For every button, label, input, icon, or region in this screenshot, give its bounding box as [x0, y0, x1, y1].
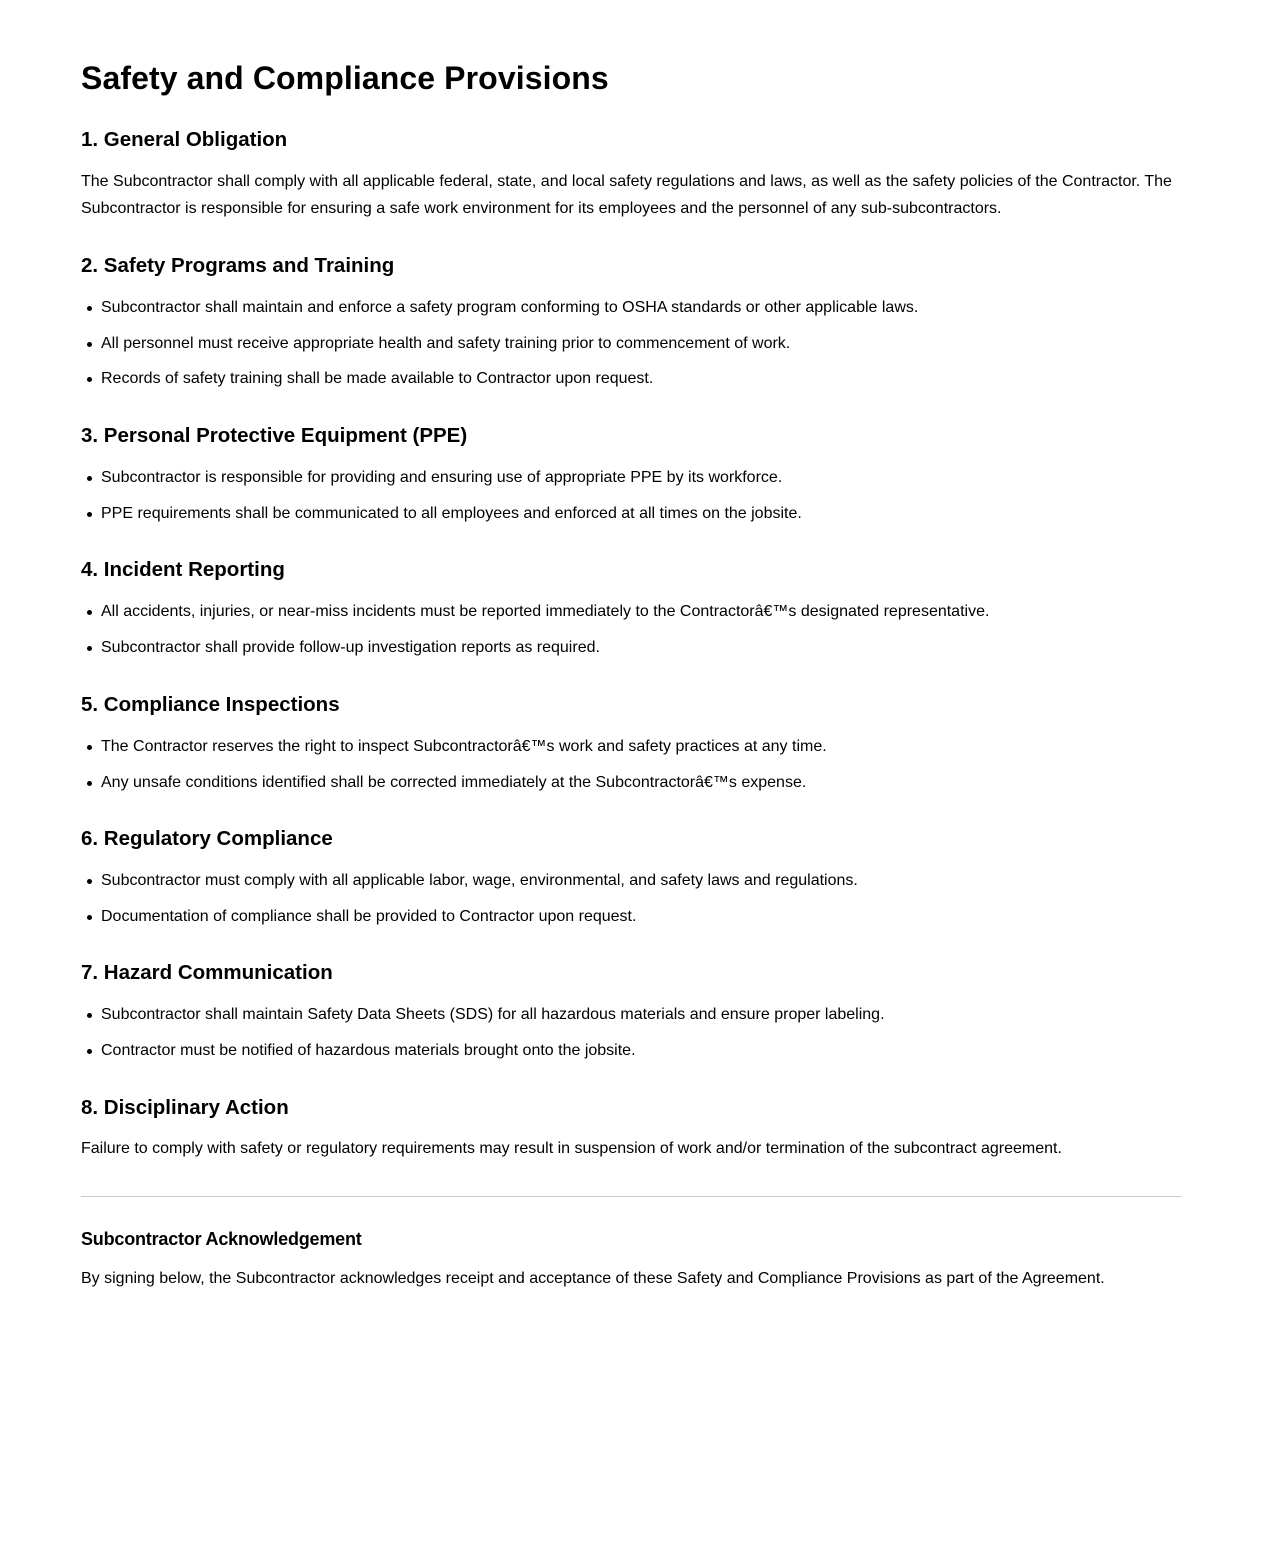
list-item: Records of safety training shall be made available to Contractor upon request.	[101, 368, 1182, 390]
list-item: All accidents, injuries, or near-miss incidents must be reported immediately to the Contractorâ€™s designated representative.	[101, 601, 1182, 623]
document	[81, 0, 1182, 1287]
list-item: Subcontractor shall maintain Safety Data Sheets (SDS) for all hazardous materials and ensure proper labeling.	[101, 1004, 1182, 1026]
section-heading: 2. Safety Programs and Training	[81, 254, 395, 277]
section-heading: 3. Personal Protective Equipment (PPE)	[81, 424, 468, 447]
page-title: Safety and Compliance Provisions	[81, 60, 609, 96]
list-item: Subcontractor must comply with all applicable labor, wage, environmental, and safety laws and regulations.	[101, 870, 1182, 892]
section-heading: 5. Compliance Inspections	[81, 693, 340, 716]
section-heading: 4. Incident Reporting	[81, 558, 285, 581]
section-regulatory-compliance	[81, 825, 1182, 928]
section-paragraph: Failure to comply with safety or regulatory requirements may result in suspension of work and/or termination of the subcontract agreement.	[81, 1140, 1062, 1157]
section-heading: 1. General Obligation	[81, 128, 288, 151]
acknowledgement-paragraph: By signing below, the Subcontractor acknowledges receipt and acceptance of these Safety and Compliance Provisions as part of the Agreement.	[81, 1270, 1105, 1287]
acknowledgement-heading: Subcontractor Acknowledgement	[81, 1229, 362, 1249]
section-general-obligation	[81, 126, 1182, 222]
list-item: All personnel must receive appropriate health and safety training prior to commencement of work.	[101, 333, 1182, 355]
bullet-list	[81, 870, 1182, 928]
bullet-list	[81, 736, 1182, 794]
list-item: PPE requirements shall be communicated to all employees and enforced at all times on the jobsite.	[101, 503, 1182, 525]
bullet-list	[81, 297, 1182, 390]
section-heading: 8. Disciplinary Action	[81, 1096, 289, 1119]
list-item: Subcontractor shall provide follow-up investigation reports as required.	[101, 637, 1182, 659]
list-item: Contractor must be notified of hazardous materials brought onto the jobsite.	[101, 1040, 1182, 1062]
section-disciplinary-action	[81, 1094, 1182, 1162]
bullet-list	[81, 601, 1182, 659]
section-heading: 7. Hazard Communication	[81, 961, 333, 984]
section-compliance-inspections	[81, 691, 1182, 794]
section-paragraph: The Subcontractor shall comply with all applicable federal, state, and local safety regulations and laws, as well as the safety policies of the Contractor. The Subcontractor is responsible for ensuring a safe work environment for its employees and the personnel of any sub-subcontractors.	[81, 173, 1172, 217]
section-hazard-communication	[81, 959, 1182, 1062]
list-item: Subcontractor is responsible for providing and ensuring use of appropriate PPE by its workforce.	[101, 467, 1182, 489]
section-ppe	[81, 422, 1182, 525]
list-item: Subcontractor shall maintain and enforce a safety program conforming to OSHA standards or other applicable laws.	[101, 297, 1182, 319]
list-item: Documentation of compliance shall be provided to Contractor upon request.	[101, 906, 1182, 928]
bullet-list	[81, 467, 1182, 525]
section-heading: 6. Regulatory Compliance	[81, 827, 333, 850]
section-incident-reporting	[81, 556, 1182, 659]
bullet-list	[81, 1004, 1182, 1062]
list-item: Any unsafe conditions identified shall be corrected immediately at the Subcontractorâ€™s expense.	[101, 772, 1182, 794]
divider	[81, 1196, 1182, 1197]
section-safety-programs	[81, 252, 1182, 390]
list-item: The Contractor reserves the right to inspect Subcontractorâ€™s work and safety practices at any time.	[101, 736, 1182, 758]
acknowledgement-section	[81, 1227, 1182, 1292]
